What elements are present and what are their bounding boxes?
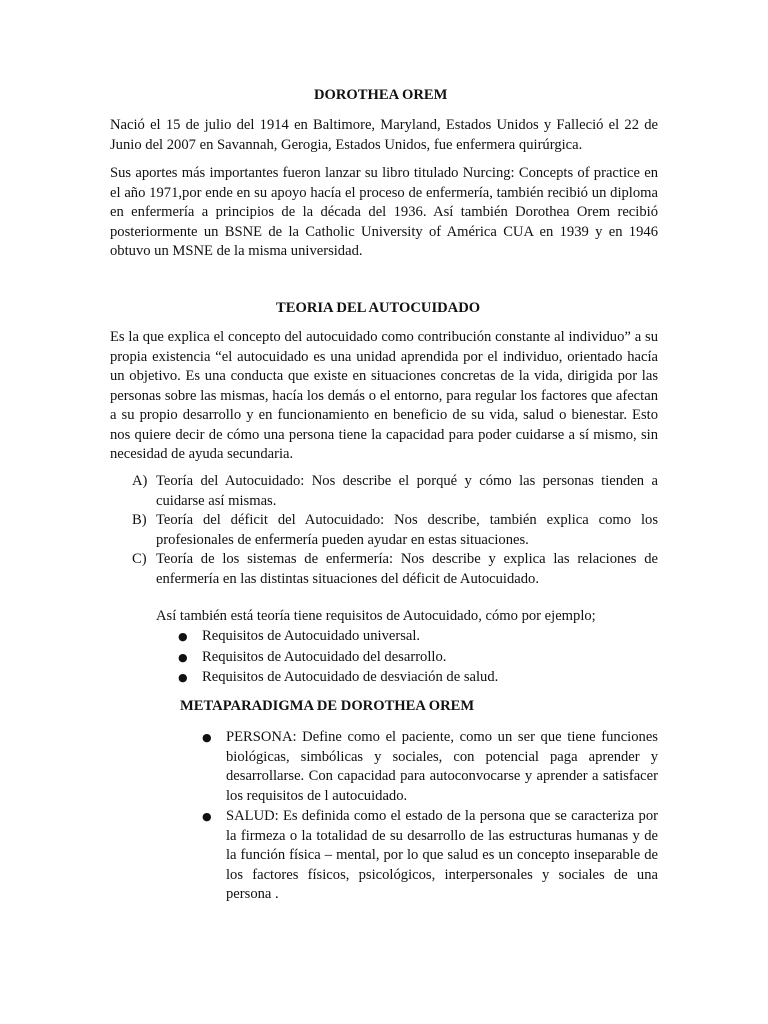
metaparadigm-heading: METAPARADIGMA DE DOROTHEA OREM [180, 698, 475, 714]
bullet-icon: ● [202, 810, 212, 823]
list-item-text: Teoría del Autocuidado: Nos describe el porqué y cómo las personas tienden a cuidarse así mismas. [156, 473, 658, 509]
bullet-icon: ● [202, 731, 212, 744]
list-marker: A) [132, 473, 148, 489]
bio-paragraph-2: Sus aportes más importantes fueron lanzar su libro titulado Nurcing: Concepts of practice en el año 1971,por ende en su apoyo hacía el proceso de enfermería, también recibió un diploma en enfermería a principios de la década del 1936. Así también Dorothea Orem recibió posteriormente un BSNE de la Catholic University of América CUA en 1939 y en 1946 obtuvo un MSNE de la misma universidad. [110, 165, 658, 259]
bio-paragraph-1: Nació el 15 de julio del 1914 en Baltimore, Maryland, Estados Unidos y Falleció el 22 de Junio del 2007 en Savannah, Gerogia, Estados Unidos, fue enfermera quirúrgica. [110, 117, 658, 153]
metaparadigm-item [202, 807, 658, 905]
bullet-icon: ● [178, 630, 188, 643]
list-marker: C) [132, 551, 147, 567]
bullet-icon: ● [178, 651, 188, 664]
list-marker: B) [132, 512, 147, 528]
requirement-text: Requisitos de Autocuidado del desarrollo. [202, 649, 447, 665]
requirement-item [178, 668, 578, 688]
list-item-text: Teoría de los sistemas de enfermería: Nos describe y explica las relaciones de enfermería en las distintas situaciones del déficit de Autocuidado. [156, 551, 658, 587]
metaparadigm-item [202, 728, 658, 806]
theory-list-item [132, 472, 658, 511]
document-title: DOROTHEA OREM [314, 87, 448, 103]
requirements-intro: Así también está teoría tiene requisitos de Autocuidado, cómo por ejemplo; [156, 608, 596, 624]
requirement-text: Requisitos de Autocuidado universal. [202, 628, 421, 644]
bullet-icon: ● [178, 671, 188, 684]
metaparadigm-item-text: PERSONA: Define como el paciente, como un ser que tiene funciones biológicas, simbólicas y sociales, con potencial paga aprender y desarrollarse. Con capacidad para autoconvocarse y aprender a satisfacer los requisitos de l autocuidado. [226, 729, 658, 804]
theory-list-item [132, 511, 658, 550]
theory-heading: TEORIA DEL AUTOCUIDADO [276, 300, 481, 316]
list-item-text: Teoría del déficit del Autocuidado: Nos describe, también explica como los profesionales de enfermería pueden ayudar en estas situaciones. [156, 512, 658, 548]
requirement-item [178, 627, 578, 647]
requirement-item [178, 648, 578, 668]
theory-list-item [132, 550, 658, 589]
theory-paragraph: Es la que explica el concepto del autocuidado como contribución constante al individuo” a su propia existencia “el autocuidado es una unidad aprendida por el individuo, orientado hacía un objetivo. Es una conducta que existe en situaciones concretas de la vida, dirigida por las personas sobre las mismas, hacía los demás o el entorno, para regular los factores que afectan a su propio desarrollo y en funcionamiento en beneficio de su vida, salud o bienestar. Esto nos quiere decir de cómo una persona tiene la capacidad para poder cuidarse a sí mismo, sin necesidad de ayuda secundaria. [110, 329, 658, 462]
requirement-text: Requisitos de Autocuidado de desviación de salud. [202, 669, 499, 685]
metaparadigm-item-text: SALUD: Es definida como el estado de la persona que se caracteriza por la firmeza o la totalidad de su desarrollo de las estructuras humanas y de la función física – mental, por lo que salud es un concepto inseparable de los factores físicos, psicológicos, interpersonales y sociales de una persona . [226, 808, 658, 902]
